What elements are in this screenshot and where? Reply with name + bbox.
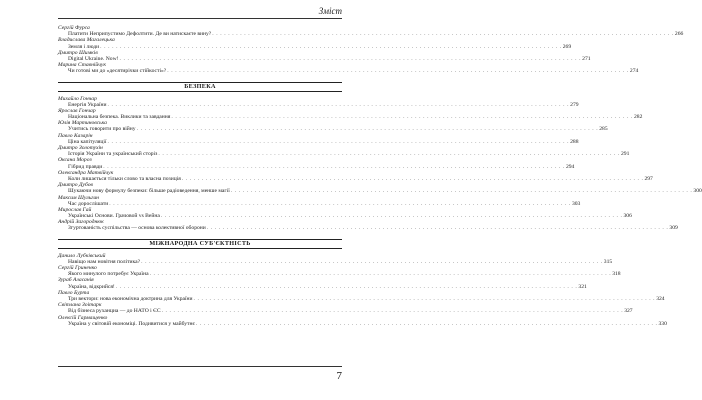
toc-author: Данило Лубківський [58,252,106,259]
toc-entry[interactable] [58,225,678,232]
toc-entry[interactable] [58,188,702,195]
dot-leader [211,32,675,38]
dot-leader [193,297,657,303]
toc-author: Сергій Гриненко [58,265,97,271]
toc-author: Світлана Зоітарк [58,302,102,309]
toc-entry-page: 297 [644,175,653,182]
dot-leader [166,69,630,75]
dot-leader [99,45,563,51]
section-heading: МІЖНАРОДНА СУБ'ЄКТНІСТЬ [58,239,342,249]
toc-entry[interactable] [58,101,579,109]
dot-leader [106,140,570,146]
toc-author: Павло Казарін [58,132,93,139]
toc-author: Мирослав Гай [58,206,92,213]
toc-entry-page: 300 [693,188,702,195]
dot-leader [107,103,571,109]
toc-author: Сергій Фурса [58,25,90,31]
dot-leader [157,152,621,158]
toc-entry-title: Українські Основи. Грачовой vs Вейна [68,213,160,220]
dot-leader [136,127,600,133]
toc-entry-title: Учитись говорити про війну [68,126,136,133]
dot-leader [181,177,645,183]
toc-entry-title: Гібрид правди [68,163,103,170]
toc-author: Олексій Гармащенко [58,314,108,321]
toc-entry-title: Шукаючи нову формулу безпеки: більше радіоведення, менше магії [68,188,230,195]
running-head: Зміст [318,6,342,16]
toc-author: Михайло Гончар [58,95,97,102]
toc-entry[interactable] [58,283,587,291]
toc-entry[interactable] [58,175,653,183]
dot-leader [160,214,624,220]
header-rule [58,18,342,19]
toc-entry-title: Платити Неприпустимо Дефолтити. Де ви натискаєте вину? [68,31,212,38]
toc-author: Дмитро Дубов [58,182,93,189]
toc-author: Дмитро Золотухін [58,145,103,151]
toc-entry-page: 274 [629,68,639,75]
toc-entry-page: 269 [562,43,572,50]
toc-author: Марина Ставнійчук [58,62,106,69]
toc-entry[interactable] [58,271,621,278]
dot-leader [102,165,566,171]
toc-entry-title: Від бізнеса руханциа — до НАТО і ЄС [68,308,161,315]
dot-leader [170,115,634,121]
dot-leader [195,322,659,328]
toc-entry[interactable] [58,68,639,75]
toc-entry-page: 327 [624,308,633,315]
toc-entry[interactable] [58,258,613,266]
footer-rule [58,366,342,367]
toc-entry[interactable] [58,200,581,208]
toc-entry-title: Коли лишається тільки слово та власна позиція [68,175,181,182]
toc-entry-page: 285 [599,126,608,133]
dot-leader [161,309,625,315]
toc-entry-page: 315 [603,258,613,265]
dot-leader [119,57,583,63]
section-heading: БЕЗПЕКА [58,82,342,92]
toc-entry-title: Історія України та український сторіз [68,151,158,158]
page-number: 7 [336,370,342,382]
dot-leader [230,189,694,195]
table-of-contents [58,25,702,328]
toc-entry-page: 306 [623,213,632,220]
toc-entry-title: Якого минулого потребує Україна [68,271,149,278]
toc-author: Олександра Матвійчук [58,169,114,176]
toc-entry-title: Україна, відкрийся! [68,283,115,290]
toc-entry-title: Україна у світовій економіці. Подивитися у майбутнє [68,320,195,327]
toc-entry-page: 279 [570,101,579,108]
toc-entry-title: Час дорослішати [68,200,109,207]
toc-entry-title: Три вектори: нова економічна доктрина для України [68,295,193,302]
toc-entry-title: Ціна капітуляції [68,138,107,145]
toc-entry-title: Національна безпека. Виклики та завдання [68,114,171,121]
dot-leader [149,272,613,278]
toc-author: Павло Бурта [58,289,90,296]
toc-author: Владислава Магалецька [58,37,115,44]
toc-entry-title: Навіщо нам новітня політика? [68,258,141,265]
toc-entry-page: 303 [571,200,581,207]
toc-author: Дмитро Шимків [58,49,98,56]
toc-entry-page: 330 [658,320,667,327]
toc-entry-page: 324 [656,295,665,302]
dot-leader [108,202,572,208]
dot-leader [115,285,579,291]
toc-author: Оксана Мороз [58,157,92,164]
toc-entry-page: 291 [620,151,630,158]
toc-entry-page: 309 [669,225,678,232]
toc-entry-title: Чи готові ми до «десятирічки стійкості»? [68,68,167,75]
toc-entry-title: Земля і люди [68,43,100,50]
toc-author: Максим Шульгин [58,194,99,201]
toc-entry[interactable] [58,320,667,328]
toc-entry-page: 282 [634,114,643,121]
toc-entry-title: Енергія України [68,101,107,108]
toc-entry[interactable] [58,43,572,51]
toc-entry-page: 271 [582,55,591,62]
toc-entry[interactable] [58,126,608,133]
toc-entry-title: Digital Ukraine. Now! [68,55,119,62]
toc-author: Юлія Мартиновська [58,120,107,127]
toc-entry-page: 266 [674,31,684,38]
dot-leader [206,226,670,232]
toc-entry[interactable] [58,151,630,158]
toc-author: Ярослав Гончар [58,107,96,114]
toc-author: Андрій Загороднюк [58,219,104,226]
toc-entry-title: Згуртованість суспільства — основа колективної оборони [68,225,206,232]
dot-leader [140,260,604,266]
toc-author: Зураб Аласанія [58,277,94,284]
toc-entry-page: 294 [565,163,575,170]
toc-entry-page: 318 [612,271,621,278]
toc-entry-page: 288 [570,138,579,145]
toc-entry-page: 321 [578,283,587,290]
